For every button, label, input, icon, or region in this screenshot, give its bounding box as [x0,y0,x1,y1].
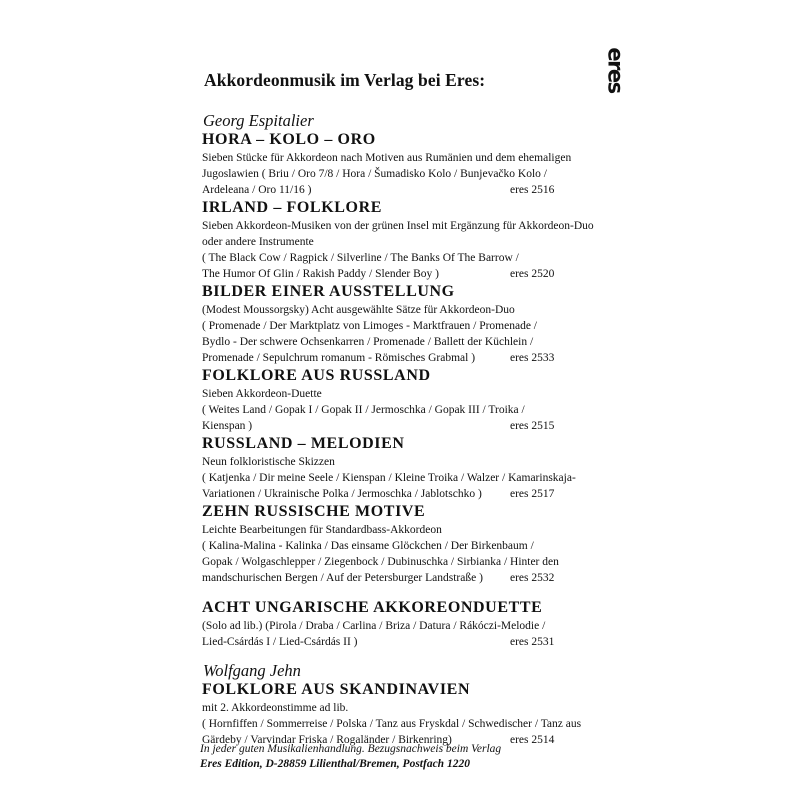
footer-note: In jeder guten Musikalienhandlung. Bezugsnachweis beim Verlag [200,743,502,755]
description-line [202,334,602,350]
description-line [202,218,602,234]
description-text: mit 2. Akkordeonstimme ad lib. [202,702,349,714]
description-line [202,234,602,250]
description-text: ( Katjenka / Dir meine Seele / Kienspan / Kleine Troika / Walzer / Kamarinskaja- [202,472,576,484]
work-description [202,522,602,586]
description-text: Lied-Csárdás I / Lied-Csárdás II ) [202,636,358,648]
description-line [202,470,602,486]
description-text: Promenade / Sepulchrum romanum - Römisches Grabmal ) [202,352,476,364]
work-title: RUSSLAND – MELODIEN [202,435,405,452]
description-line [202,166,602,182]
description-line [202,454,602,470]
description-text: The Humor Of Glin / Rakish Paddy / Slender Boy ) [202,268,440,280]
description-text: Variationen / Ukrainische Polka / Jermoschka / Jablotschko ) [202,488,482,500]
work-title: HORA – KOLO – ORO [202,131,376,148]
description-line [202,402,602,418]
description-text: Jugoslawien ( Briu / Oro 7/8 / Hora / Šumadisko Kolo / Bunjevačko Kolo / [202,168,547,180]
description-line [202,618,602,634]
work-title: IRLAND – FOLKLORE [202,199,382,216]
work-title: ACHT UNGARISCHE AKKOREONDUETTE [202,599,543,616]
description-text: Neun folkloristische Skizzen [202,456,335,468]
footer-address: Eres Edition, D-28859 Lilienthal/Bremen, Postfach 1220 [200,758,470,770]
description-line [202,522,602,538]
description-line [202,700,602,716]
description-text: Sieben Akkordeon-Musiken von der grünen Insel mit Ergänzung für Akkordeon-Duo [202,220,594,232]
description-text: oder andere Instrumente [202,236,314,248]
description-text: Sieben Akkordeon-Duette [202,388,322,400]
description-text: mandschurischen Bergen / Auf der Petersburger Landstraße ) [202,572,483,584]
description-line [202,302,602,318]
work-entry [202,198,602,282]
description-line [202,538,602,554]
composer-name: Wolfgang Jehn [203,661,301,680]
work-description [202,618,602,650]
description-line [202,486,602,502]
work-description [202,150,602,198]
description-line [202,182,602,198]
description-text: Sieben Stücke für Akkordeon nach Motiven aus Rumänien und dem ehemaligen [202,152,572,164]
catalog-number: eres 2515 [510,420,555,432]
work-entry [202,434,602,502]
description-text: ( Kalina-Malina - Kalinka / Das einsame Glöckchen / Der Birkenbaum / [202,540,534,552]
work-entry [202,680,602,748]
catalog-number: eres 2516 [510,184,555,196]
description-line [202,634,602,650]
work-entry [202,366,602,434]
description-text: ( The Black Cow / Ragpick / Silverline / The Banks Of The Barrow / [202,252,519,264]
work-description [202,302,602,366]
description-text: Gopak / Wolgaschlepper / Ziegenbock / Dubinuschka / Sirbianka / Hinter den [202,556,559,568]
description-text: Ardeleana / Oro 11/16 ) [202,184,312,196]
description-line [202,266,602,282]
work-entry [202,282,602,366]
description-line [202,150,602,166]
description-line [202,716,602,732]
description-line [202,418,602,434]
description-text: ( Promenade / Der Marktplatz von Limoges - Marktfrauen / Promenade / [202,320,537,332]
description-text: ( Hornfiffen / Sommerreise / Polska / Tanz aus Fryskdal / Schwedischer / Tanz aus [202,718,582,730]
work-description [202,454,602,502]
eres-logo [603,44,629,96]
description-text: Bydlo - Der schwere Ochsenkarren / Promenade / Ballett der Küchlein / [202,336,534,348]
description-line [202,554,602,570]
work-entry [202,598,602,650]
work-title: ZEHN RUSSISCHE MOTIVE [202,503,426,520]
catalog-number: eres 2533 [510,352,555,364]
catalog-number: eres 2520 [510,268,555,280]
description-text: Kienspan ) [202,420,253,432]
description-line [202,318,602,334]
work-description [202,386,602,434]
work-title: FOLKLORE AUS RUSSLAND [202,367,431,384]
description-text: Leichte Bearbeitungen für Standardbass-Akkordeon [202,524,442,536]
description-text: (Modest Moussorgsky) Acht ausgewählte Sätze für Akkordeon-Duo [202,304,515,316]
page-heading: Akkordeonmusik im Verlag bei Eres: [204,70,486,90]
description-line [202,250,602,266]
description-line [202,350,602,366]
composer-name: Georg Espitalier [203,111,314,130]
catalog-number: eres 2517 [510,488,555,500]
footer [200,742,501,772]
catalog-number: eres 2514 [510,734,555,746]
catalog-content [202,112,602,748]
description-line [202,570,602,586]
eres-logo-text: eres [604,47,628,93]
work-description [202,218,602,282]
description-line [202,386,602,402]
catalog-number: eres 2531 [510,636,555,648]
description-text: (Solo ad lib.) (Pirola / Draba / Carlina / Briza / Datura / Rákóczi-Melodie / [202,620,546,632]
work-entry [202,502,602,586]
description-text: ( Weites Land / Gopak I / Gopak II / Jermoschka / Gopak III / Troika / [202,404,525,416]
work-title: BILDER EINER AUSSTELLUNG [202,283,455,300]
catalog-number: eres 2532 [510,572,555,584]
work-description [202,700,602,748]
description-text: Gärdeby / Varvindar Friska / Rogaländer / Birkenring) [202,734,452,746]
work-entry [202,130,602,198]
work-title: FOLKLORE AUS SKANDINAVIEN [202,681,471,698]
